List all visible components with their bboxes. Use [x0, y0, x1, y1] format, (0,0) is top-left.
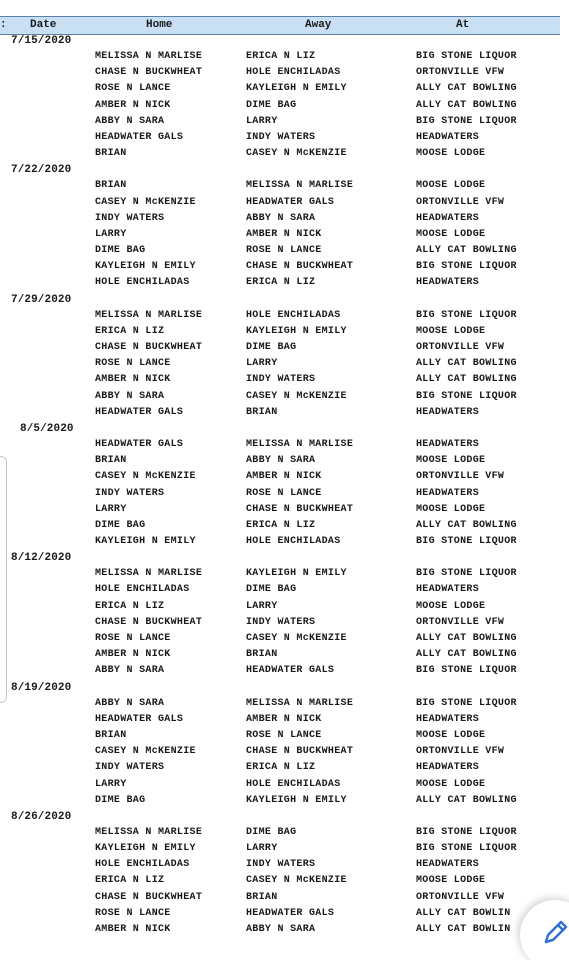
match-row [0, 243, 569, 259]
match-row [0, 566, 569, 582]
home-team: ERICA N LIZ [95, 325, 165, 337]
home-team: LARRY [95, 503, 127, 515]
venue: MOOSE LODGE [416, 600, 486, 612]
match-list [0, 680, 569, 809]
away-team: BRIAN [246, 891, 278, 903]
match-list [0, 809, 569, 938]
away-team: ERICA N LIZ [246, 519, 316, 531]
away-team: CHASE N BUCKWHEAT [246, 261, 354, 273]
match-row [0, 486, 569, 502]
home-team: ABBY N SARA [95, 665, 165, 677]
match-row [0, 728, 569, 744]
away-team: LARRY [246, 115, 278, 127]
away-team: ABBY N SARA [246, 212, 316, 224]
venue: HEADWATERS [416, 277, 480, 289]
match-row [0, 760, 569, 776]
venue: MOOSE LODGE [416, 729, 486, 741]
venue: BIG STONE LIQUOR [416, 536, 517, 548]
match-row [0, 195, 569, 211]
home-team: LARRY [95, 778, 127, 790]
match-list [0, 421, 569, 550]
home-team: ABBY N SARA [95, 390, 165, 402]
away-team: CASEY N McKENZIE [246, 875, 347, 887]
match-row [0, 469, 569, 485]
home-team: KAYLEIGH N EMILY [95, 536, 196, 548]
home-team: MELISSA N MARLISE [95, 309, 203, 321]
home-team: HEADWATER GALS [95, 438, 184, 450]
home-team: KAYLEIGH N EMILY [95, 843, 196, 855]
away-team: KAYLEIGH N EMILY [246, 83, 347, 95]
venue: BIG STONE LIQUOR [416, 309, 517, 321]
home-team: CASEY N McKENZIE [95, 471, 196, 483]
away-team: HEADWATER GALS [246, 665, 335, 677]
venue: ORTONVILLE VFW [416, 342, 505, 353]
venue: ALLY CAT BOWLING [416, 633, 517, 644]
header-date: Date [30, 19, 57, 31]
home-team: HOLE ENCHILADAS [95, 584, 190, 596]
home-team: AMBER N NICK [95, 99, 171, 111]
away-team: ABBY N SARA [246, 924, 316, 935]
match-row [0, 647, 569, 663]
match-row [0, 389, 569, 405]
venue: ALLY CAT BOWLING [416, 358, 517, 370]
header-cut-column: : [0, 19, 7, 31]
away-team: HOLE ENCHILADAS [246, 536, 341, 548]
home-team: ROSE N LANCE [95, 83, 171, 95]
match-row [0, 356, 569, 372]
match-row [0, 324, 569, 340]
match-row [0, 663, 569, 679]
away-team: ERICA N LIZ [246, 762, 316, 774]
venue: HEADWATERS [416, 406, 480, 418]
match-row [0, 81, 569, 97]
header-at: At [456, 19, 470, 31]
home-team: ERICA N LIZ [95, 600, 165, 612]
venue: ALLY CAT BOWLING [416, 99, 517, 111]
home-team: DIME BAG [95, 794, 146, 806]
match-row [0, 437, 569, 453]
away-team: KAYLEIGH N EMILY [246, 794, 347, 806]
home-team: HEADWATER GALS [95, 713, 184, 725]
match-row [0, 793, 569, 809]
venue: BIG STONE LIQUOR [416, 665, 517, 677]
away-team: AMBER N NICK [246, 713, 322, 725]
home-team: CHASE N BUCKWHEAT [95, 67, 203, 79]
venue: MOOSE LODGE [416, 148, 486, 160]
away-team: MELISSA N MARLISE [246, 697, 354, 709]
home-team: BRIAN [95, 180, 127, 192]
venue: ORTONVILLE VFW [416, 616, 505, 628]
home-team: INDY WATERS [95, 762, 165, 774]
venue: HEADWATERS [416, 713, 480, 725]
home-team: DIME BAG [95, 519, 146, 531]
match-row [0, 712, 569, 728]
venue: ALLY CAT BOWLING [416, 794, 517, 806]
match-row [0, 841, 569, 857]
match-row [0, 696, 569, 712]
match-row [0, 453, 569, 469]
home-team: HEADWATER GALS [95, 406, 184, 418]
away-team: KAYLEIGH N EMILY [246, 568, 347, 580]
home-team: DIME BAG [95, 245, 146, 257]
week-date: 8/26/2020 [11, 810, 72, 823]
home-team: HOLE ENCHILADAS [95, 277, 190, 289]
venue: ALLY CAT BOWLING [416, 245, 517, 257]
away-team: BRIAN [246, 406, 278, 418]
week-block [0, 162, 569, 291]
home-team: ABBY N SARA [95, 115, 165, 127]
away-team: ERICA N LIZ [246, 277, 316, 289]
match-list [0, 292, 569, 421]
away-team: DIME BAG [246, 99, 297, 111]
venue: HEADWATERS [416, 131, 480, 143]
match-list [0, 550, 569, 679]
away-team: LARRY [246, 358, 278, 370]
venue: BIG STONE LIQUOR [416, 261, 517, 273]
venue: ALLY CAT BOWLING [416, 374, 517, 386]
venue: MOOSE LODGE [416, 325, 486, 337]
week-block [0, 33, 569, 162]
away-team: ROSE N LANCE [246, 487, 322, 499]
home-team: CHASE N BUCKWHEAT [95, 342, 203, 353]
venue: BIG STONE LIQUOR [416, 843, 517, 855]
week-block [0, 680, 569, 809]
venue: ALLY CAT BOWLING [416, 83, 517, 95]
week-block [0, 550, 569, 679]
match-row [0, 518, 569, 534]
week-date: 8/12/2020 [11, 552, 72, 565]
home-team: ROSE N LANCE [95, 907, 171, 919]
match-row [0, 631, 569, 647]
schedule-table [0, 33, 569, 938]
match-row [0, 890, 569, 906]
venue: BIG STONE LIQUOR [416, 697, 517, 709]
home-team: LARRY [95, 228, 127, 240]
week-date: 8/19/2020 [11, 681, 72, 694]
away-team: CHASE N BUCKWHEAT [246, 746, 354, 758]
venue: ORTONVILLE VFW [416, 891, 505, 903]
home-team: MELISSA N MARLISE [95, 568, 203, 580]
venue: HEADWATERS [416, 859, 480, 871]
away-team: CHASE N BUCKWHEAT [246, 503, 354, 515]
away-team: INDY WATERS [246, 131, 316, 143]
match-list [0, 162, 569, 291]
match-row [0, 114, 569, 130]
match-list [0, 33, 569, 162]
match-row [0, 130, 569, 146]
away-team: BRIAN [246, 649, 278, 661]
match-row [0, 178, 569, 194]
away-team: AMBER N NICK [246, 228, 322, 240]
match-row [0, 873, 569, 889]
venue: MOOSE LODGE [416, 875, 486, 887]
away-team: LARRY [246, 843, 278, 855]
away-team: INDY WATERS [246, 616, 316, 628]
venue: MOOSE LODGE [416, 180, 486, 192]
week-date: 7/15/2020 [11, 35, 72, 47]
week-block [0, 292, 569, 421]
match-row [0, 372, 569, 388]
match-row [0, 615, 569, 631]
away-team: ABBY N SARA [246, 455, 316, 467]
away-team: KAYLEIGH N EMILY [246, 325, 347, 337]
home-team: HEADWATER GALS [95, 131, 184, 143]
match-row [0, 922, 569, 938]
home-team: ABBY N SARA [95, 697, 165, 709]
venue: ALLY CAT BOWLING [416, 519, 517, 531]
away-team: HOLE ENCHILADAS [246, 67, 341, 79]
away-team: MELISSA N MARLISE [246, 180, 354, 192]
match-row [0, 599, 569, 615]
home-team: CHASE N BUCKWHEAT [95, 616, 203, 628]
home-team: AMBER N NICK [95, 374, 171, 386]
home-team: INDY WATERS [95, 487, 165, 499]
home-team: CASEY N McKENZIE [95, 196, 196, 208]
match-row [0, 777, 569, 793]
match-row [0, 502, 569, 518]
home-team: KAYLEIGH N EMILY [95, 261, 196, 273]
away-team: ROSE N LANCE [246, 729, 322, 741]
away-team: INDY WATERS [246, 374, 316, 386]
venue: BIG STONE LIQUOR [416, 51, 517, 62]
away-team: ERICA N LIZ [246, 51, 316, 62]
home-team: BRIAN [95, 148, 127, 160]
home-team: ROSE N LANCE [95, 358, 171, 370]
header-away: Away [305, 19, 332, 31]
match-row [0, 825, 569, 841]
match-row [0, 582, 569, 598]
match-row [0, 405, 569, 421]
away-team: DIME BAG [246, 342, 297, 353]
home-team: CHASE N BUCKWHEAT [95, 891, 203, 903]
week-date: 7/29/2020 [11, 293, 72, 306]
away-team: AMBER N NICK [246, 471, 322, 483]
venue: HEADWATERS [416, 584, 480, 596]
venue: MOOSE LODGE [416, 778, 486, 790]
away-team: ROSE N LANCE [246, 245, 322, 257]
venue: MOOSE LODGE [416, 455, 486, 467]
match-row [0, 340, 569, 356]
venue: HEADWATERS [416, 487, 480, 499]
match-row [0, 534, 569, 550]
away-team: CASEY N McKENZIE [246, 390, 347, 402]
week-date: 8/5/2020 [20, 422, 74, 435]
venue: HEADWATERS [416, 438, 480, 450]
home-team: MELISSA N MARLISE [95, 51, 203, 62]
match-row [0, 308, 569, 324]
away-team: DIME BAG [246, 584, 297, 596]
venue: HEADWATERS [416, 762, 480, 774]
home-team: AMBER N NICK [95, 649, 171, 661]
away-team: HOLE ENCHILADAS [246, 778, 341, 790]
match-row [0, 65, 569, 81]
left-edge-bracket [0, 456, 7, 703]
week-block [0, 421, 569, 550]
venue: ORTONVILLE VFW [416, 67, 505, 79]
match-row [0, 906, 569, 922]
match-row [0, 744, 569, 760]
venue: ORTONVILLE VFW [416, 471, 505, 483]
match-row [0, 98, 569, 114]
week-block [0, 809, 569, 938]
away-team: MELISSA N MARLISE [246, 438, 354, 450]
venue: ALLY CAT BOWLIN [416, 924, 511, 935]
away-team: HOLE ENCHILADAS [246, 309, 341, 321]
match-row [0, 146, 569, 162]
venue: ORTONVILLE VFW [416, 196, 505, 208]
away-team: CASEY N McKENZIE [246, 148, 347, 160]
away-team: HEADWATER GALS [246, 196, 335, 208]
home-team: BRIAN [95, 729, 127, 741]
match-row [0, 49, 569, 65]
away-team: INDY WATERS [246, 859, 316, 871]
home-team: ROSE N LANCE [95, 633, 171, 644]
match-row [0, 857, 569, 873]
home-team: MELISSA N MARLISE [95, 826, 203, 838]
home-team: HOLE ENCHILADAS [95, 859, 190, 871]
match-row [0, 275, 569, 291]
venue: MOOSE LODGE [416, 228, 486, 240]
away-team: LARRY [246, 600, 278, 612]
venue: ALLY CAT BOWLING [416, 649, 517, 661]
home-team: BRIAN [95, 455, 127, 467]
venue: BIG STONE LIQUOR [416, 568, 517, 580]
venue: ALLY CAT BOWLIN [416, 907, 511, 919]
venue: BIG STONE LIQUOR [416, 826, 517, 838]
pencil-icon [540, 918, 569, 948]
match-row [0, 211, 569, 227]
venue: BIG STONE LIQUOR [416, 115, 517, 127]
match-row [0, 259, 569, 275]
away-team: CASEY N McKENZIE [246, 633, 347, 644]
venue: MOOSE LODGE [416, 503, 486, 515]
venue: BIG STONE LIQUOR [416, 390, 517, 402]
away-team: HEADWATER GALS [246, 907, 335, 919]
match-row [0, 227, 569, 243]
home-team: AMBER N NICK [95, 924, 171, 935]
week-date: 7/22/2020 [11, 164, 72, 177]
away-team: DIME BAG [246, 826, 297, 838]
venue: ORTONVILLE VFW [416, 746, 505, 758]
home-team: ERICA N LIZ [95, 875, 165, 887]
venue: HEADWATERS [416, 212, 480, 224]
header-home: Home [146, 19, 173, 31]
home-team: INDY WATERS [95, 212, 165, 224]
home-team: CASEY N McKENZIE [95, 746, 196, 758]
